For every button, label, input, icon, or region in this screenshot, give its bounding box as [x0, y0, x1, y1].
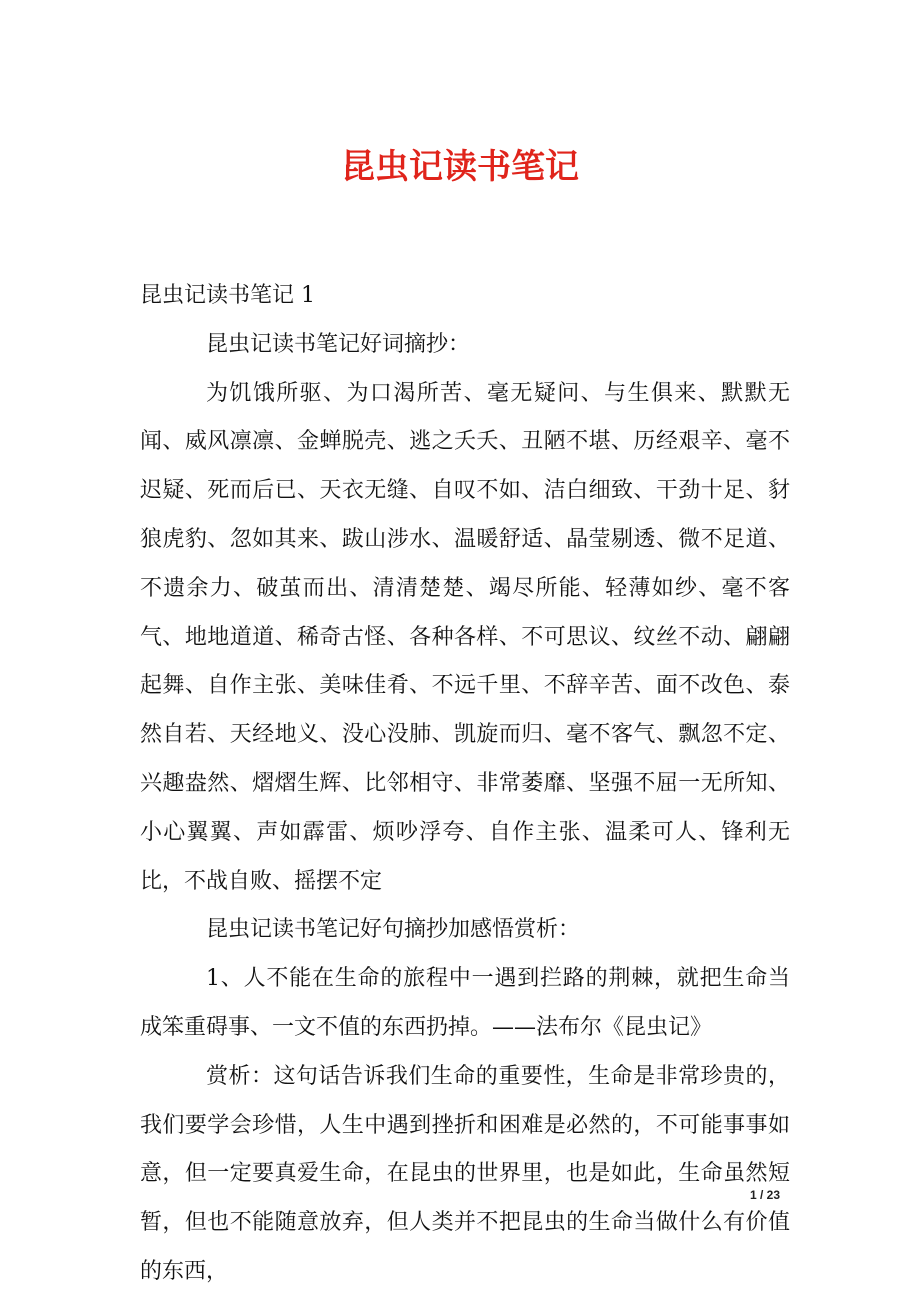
paragraph-vocab-heading: 昆虫记读书笔记好词摘抄： — [206, 331, 471, 357]
document-body — [140, 272, 790, 1297]
page-number: 1 / 23 — [749, 1188, 780, 1202]
paragraph-sentences-heading: 昆虫记读书笔记好句摘抄加感悟赏析： — [206, 917, 581, 943]
paragraph-analysis-1: 赏析：这句话告诉我们生命的重要性，生命是非常珍贵的，我们要学会珍惜，人生中遇到挫折和困难是必然的，不可能事事如意，但一定要真爱生命，在昆虫的世界里，也是如此，生命虽然短暂，但也不能随意放弃，但人类并不把昆虫的生命当做什么有价值的东西， — [140, 1063, 790, 1284]
document-title: 昆虫记读书笔记 — [341, 147, 579, 187]
paragraph-vocab-list: 为饥饿所驱、为口渴所苦、毫无疑问、与生俱来、默默无闻、威风凛凛、金蝉脱壳、逃之夭夭、丑陋不堪、历经艰辛、毫不迟疑、死而后已、天衣无缝、自叹不如、洁白细致、干劲十足、豺狼虎豹、忽如其来、跋山涉水、温暖舒适、晶莹剔透、微不足道、不遗余力、破茧而出、清清楚楚、竭尽所能、轻薄如纱、毫不客气、地地道道、稀奇古怪、各种各样、不可思议、纹丝不动、翩翩起舞、自作主张、美味佳肴、不远千里、不辞辛苦、面不改色、泰然自若、天经地义、没心没肺、凯旋而归、毫不客气、飘忽不定、兴趣盎然、熠熠生辉、比邻相守、非常萎靡、坚强不屈一无所知、小心翼翼、声如霹雷、烦吵浮夸、自作主张、温柔可人、锋利无比，不战自败、摇摆不定 — [140, 380, 790, 894]
paragraph-quote-1: 1、人不能在生命的旅程中一遇到拦路的荆棘，就把生命当成笨重碍事、一文不值的东西扔掉。——法布尔《昆虫记》 — [140, 966, 790, 1040]
section-heading: 昆虫记读书笔记 1 — [140, 283, 315, 308]
